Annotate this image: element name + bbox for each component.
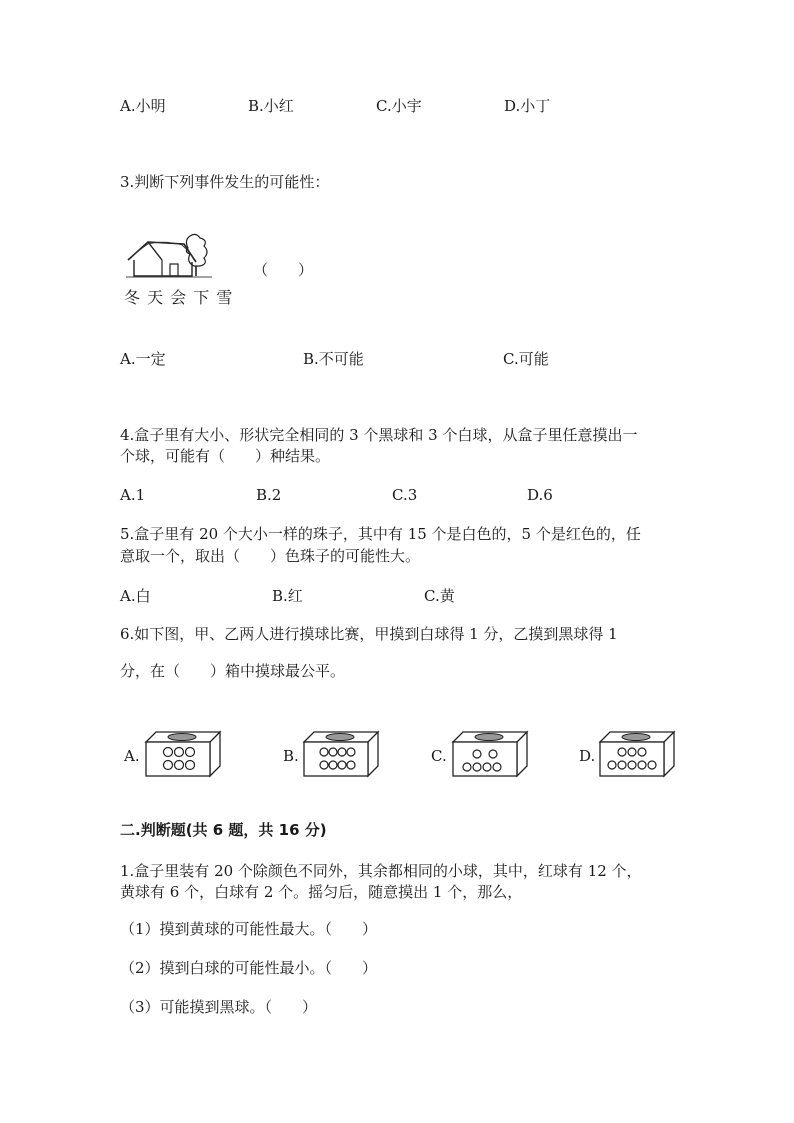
ball-box-b [302, 730, 382, 778]
q3-option-a: A.一定 [120, 350, 166, 368]
box-label-d: D. [579, 747, 596, 765]
q3-option-c: C.可能 [503, 350, 549, 368]
q5-option-a: A.白 [120, 587, 151, 605]
q4-option-a: A.1 [120, 486, 146, 504]
q4-option-d: D.6 [527, 486, 553, 504]
q2-option-b: B.小红 [248, 97, 294, 115]
q3-option-b: B.不可能 [303, 350, 364, 368]
s2-item-3: （3）可能摸到黑球。（ ） [120, 998, 318, 1016]
q2-option-a: A.小明 [120, 97, 166, 115]
q4-line1: 4.盒子里有大小、形状完全相同的 3 个黑球和 3 个白球，从盒子里任意摸出一 [120, 426, 638, 444]
s2-q1-line2: 黄球有 6 个，白球有 2 个。摇匀后，随意摸出 1 个，那么， [120, 883, 523, 901]
q2-option-d: D.小丁 [504, 97, 551, 115]
q5-line2: 意取一个，取出（ ）色珠子的可能性大。 [120, 547, 421, 565]
box-label-b: B. [283, 747, 299, 765]
box-label-a: A. [124, 747, 140, 765]
ball-box-a [144, 730, 224, 778]
s2-item-1: （1）摸到黄球的可能性最大。（ ） [120, 920, 378, 938]
q4-option-c: C.3 [392, 486, 418, 504]
q5-option-b: B.红 [272, 587, 303, 605]
q3-stem: 3.判断下列事件发生的可能性： [120, 173, 330, 191]
s2-item-2: （2）摸到白球的可能性最小。（ ） [120, 959, 378, 977]
q4-line2: 个球，可能有（ ）种结果。 [120, 447, 331, 465]
q6-line1: 6.如下图，甲、乙两人进行摸球比赛，甲摸到白球得 1 分，乙摸到黑球得 1 [120, 625, 618, 643]
q5-option-c: C.黄 [424, 587, 455, 605]
s2-q1-line1: 1.盒子里装有 20 个除颜色不同外，其余都相同的小球，其中，红球有 12 个， [120, 862, 642, 880]
q4-option-b: B.2 [256, 486, 282, 504]
q3-blank: （ ） [253, 261, 314, 279]
q6-line2: 分，在（ ）箱中摸球最公平。 [120, 662, 346, 680]
section-heading: 二.判断题(共 6 题，共 16 分) [120, 821, 327, 839]
ball-box-c [451, 730, 531, 778]
snowy-house-illustration [124, 232, 214, 280]
ball-box-d [598, 730, 678, 778]
box-label-c: C. [431, 747, 447, 765]
q5-line1: 5.盒子里有 20 个大小一样的珠子，其中有 15 个是白色的，5 个是红色的，任 [120, 525, 641, 543]
picture-caption: 冬 天 会 下 雪 [124, 288, 234, 307]
q2-option-c: C.小宇 [376, 97, 422, 115]
